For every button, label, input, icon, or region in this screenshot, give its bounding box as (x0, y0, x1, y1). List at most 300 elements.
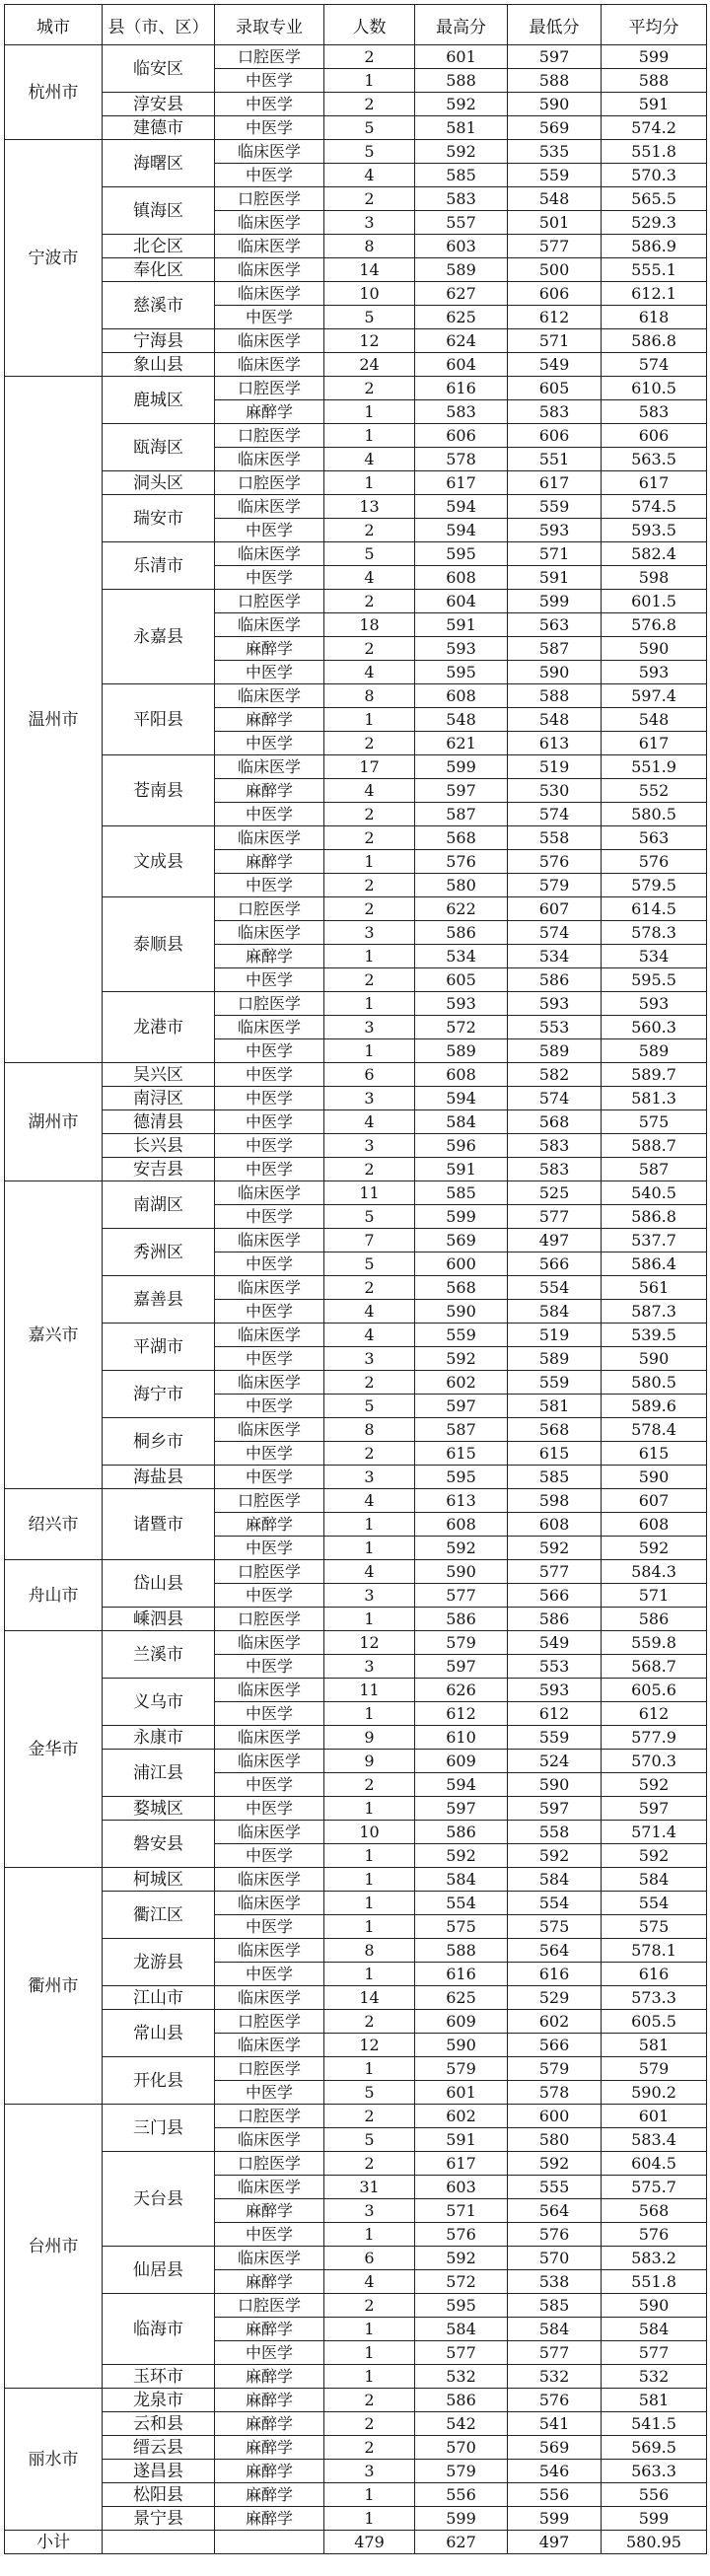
avg-score-cell: 582.4 (602, 542, 707, 566)
total-major-empty (215, 2531, 324, 2554)
min-score-cell: 559 (508, 1726, 602, 1750)
major-cell: 中医学 (215, 1773, 324, 1797)
major-cell: 临床医学 (215, 1821, 324, 1844)
major-cell: 中医学 (215, 164, 324, 187)
table-row (5, 1939, 707, 1963)
county-cell: 磐安县 (103, 1821, 215, 1868)
min-score-cell: 602 (508, 2010, 602, 2034)
avg-score-cell: 574.2 (602, 116, 707, 140)
table-row (5, 684, 707, 708)
county-cell: 洞头区 (103, 471, 215, 495)
table-row (5, 1560, 707, 1584)
max-score-cell: 594 (415, 495, 508, 519)
min-score-cell: 583 (508, 1158, 602, 1181)
avg-score-cell: 548 (602, 708, 707, 732)
header-count: 人数 (324, 5, 415, 45)
major-cell: 临床医学 (215, 353, 324, 377)
min-score-cell: 586 (508, 968, 602, 992)
max-score-cell: 585 (415, 1181, 508, 1205)
max-score-cell: 592 (415, 140, 508, 164)
max-score-cell: 572 (415, 1016, 508, 1039)
max-score-cell: 597 (415, 1395, 508, 1418)
county-cell: 海盐县 (103, 1466, 215, 1489)
min-score-cell: 532 (508, 2365, 602, 2389)
min-score-cell: 535 (508, 140, 602, 164)
max-score-cell: 610 (415, 1726, 508, 1750)
min-score-cell: 612 (508, 1702, 602, 1726)
count-cell: 1 (324, 1608, 415, 1631)
major-cell: 中医学 (215, 1134, 324, 1158)
max-score-cell: 579 (415, 1631, 508, 1655)
major-cell: 临床医学 (215, 1276, 324, 1300)
city-cell: 金华市 (5, 1631, 103, 1868)
max-score-cell: 591 (415, 2128, 508, 2152)
count-cell: 1 (324, 2318, 415, 2341)
min-score-cell: 558 (508, 826, 602, 850)
avg-score-cell: 574.5 (602, 495, 707, 519)
min-score-cell: 554 (508, 1892, 602, 1915)
min-score-cell: 607 (508, 897, 602, 921)
admission-score-table-container (4, 4, 706, 2554)
major-cell: 麻醉学 (215, 2460, 324, 2483)
count-cell: 1 (324, 945, 415, 968)
count-cell: 14 (324, 258, 415, 282)
count-cell: 4 (324, 164, 415, 187)
count-cell: 2 (324, 590, 415, 613)
max-score-cell: 586 (415, 1608, 508, 1631)
max-score-cell: 548 (415, 708, 508, 732)
count-cell: 3 (324, 1134, 415, 1158)
avg-score-cell: 569.5 (602, 2436, 707, 2460)
avg-score-cell: 606 (602, 424, 707, 448)
count-cell: 18 (324, 613, 415, 637)
max-score-cell: 568 (415, 826, 508, 850)
major-cell: 临床医学 (215, 921, 324, 945)
count-cell: 10 (324, 1821, 415, 1844)
min-score-cell: 613 (508, 732, 602, 755)
table-row (5, 1868, 707, 1892)
avg-score-cell: 617 (602, 732, 707, 755)
count-cell: 5 (324, 306, 415, 329)
total-count: 479 (324, 2531, 415, 2554)
min-score-cell: 612 (508, 306, 602, 329)
count-cell: 2 (324, 897, 415, 921)
table-row (5, 2247, 707, 2270)
table-row (5, 2365, 707, 2389)
avg-score-cell: 563 (602, 826, 707, 850)
min-score-cell: 579 (508, 2057, 602, 2081)
table-row (5, 258, 707, 282)
count-cell: 2 (324, 2294, 415, 2318)
major-cell: 口腔医学 (215, 1608, 324, 1631)
max-score-cell: 613 (415, 1489, 508, 1513)
max-score-cell: 606 (415, 424, 508, 448)
avg-score-cell: 579.5 (602, 874, 707, 897)
county-cell: 淳安县 (103, 93, 215, 116)
major-cell: 临床医学 (215, 1750, 324, 1773)
count-cell: 6 (324, 2247, 415, 2270)
min-score-cell: 586 (508, 1608, 602, 1631)
table-row (5, 2152, 707, 2176)
county-cell: 柯城区 (103, 1868, 215, 1892)
avg-score-cell: 616 (602, 1963, 707, 1986)
min-score-cell: 598 (508, 1489, 602, 1513)
avg-score-cell: 579 (602, 2057, 707, 2081)
county-cell: 龙港市 (103, 992, 215, 1063)
max-score-cell: 597 (415, 779, 508, 803)
count-cell: 31 (324, 2176, 415, 2199)
count-cell: 6 (324, 1063, 415, 1087)
count-cell: 4 (324, 2270, 415, 2294)
major-cell: 口腔医学 (215, 1560, 324, 1584)
count-cell: 8 (324, 1939, 415, 1963)
min-score-cell: 564 (508, 2199, 602, 2223)
avg-score-cell: 601.5 (602, 590, 707, 613)
avg-score-cell: 578.3 (602, 921, 707, 945)
major-cell: 中医学 (215, 1252, 324, 1276)
avg-score-cell: 586 (602, 1608, 707, 1631)
table-row (5, 1110, 707, 1134)
county-cell: 建德市 (103, 116, 215, 140)
table-row (5, 2436, 707, 2460)
major-cell: 中医学 (215, 1442, 324, 1466)
major-cell: 中医学 (215, 1963, 324, 1986)
count-cell: 8 (324, 1418, 415, 1442)
count-cell: 4 (324, 779, 415, 803)
avg-score-cell: 593.5 (602, 519, 707, 542)
max-score-cell: 559 (415, 1324, 508, 1347)
major-cell: 临床医学 (215, 1371, 324, 1395)
avg-score-cell: 590 (602, 1466, 707, 1489)
major-cell: 中医学 (215, 1584, 324, 1608)
min-score-cell: 583 (508, 400, 602, 424)
avg-score-cell: 592 (602, 1537, 707, 1560)
major-cell: 中医学 (215, 519, 324, 542)
county-cell: 三门县 (103, 2105, 215, 2152)
min-score-cell: 605 (508, 377, 602, 400)
max-score-cell: 625 (415, 306, 508, 329)
min-score-cell: 554 (508, 1276, 602, 1300)
max-score-cell: 577 (415, 2341, 508, 2365)
county-cell: 婺城区 (103, 1797, 215, 1821)
count-cell: 12 (324, 1631, 415, 1655)
major-cell: 临床医学 (215, 1868, 324, 1892)
county-cell: 安吉县 (103, 1158, 215, 1181)
major-cell: 口腔医学 (215, 590, 324, 613)
max-score-cell: 591 (415, 1158, 508, 1181)
major-cell: 口腔医学 (215, 2105, 324, 2128)
min-score-cell: 525 (508, 1181, 602, 1205)
county-cell: 南浔区 (103, 1087, 215, 1110)
count-cell: 3 (324, 1087, 415, 1110)
min-score-cell: 606 (508, 424, 602, 448)
avg-score-cell: 576.8 (602, 613, 707, 637)
count-cell: 1 (324, 1915, 415, 1939)
avg-score-cell: 584 (602, 2318, 707, 2341)
county-cell: 开化县 (103, 2057, 215, 2105)
max-score-cell: 593 (415, 637, 508, 661)
max-score-cell: 532 (415, 2365, 508, 2389)
min-score-cell: 569 (508, 116, 602, 140)
total-county-empty (103, 2531, 215, 2554)
max-score-cell: 581 (415, 116, 508, 140)
avg-score-cell: 551.8 (602, 2270, 707, 2294)
total-label: 小计 (5, 2531, 103, 2554)
count-cell: 1 (324, 471, 415, 495)
table-row (5, 424, 707, 448)
avg-score-cell: 576 (602, 850, 707, 874)
county-cell: 平阳县 (103, 684, 215, 755)
min-score-cell: 587 (508, 637, 602, 661)
count-cell: 4 (324, 566, 415, 590)
count-cell: 1 (324, 2223, 415, 2247)
major-cell: 临床医学 (215, 258, 324, 282)
avg-score-cell: 532 (602, 2365, 707, 2389)
min-score-cell: 599 (508, 590, 602, 613)
avg-score-cell: 588 (602, 69, 707, 93)
county-cell: 天台县 (103, 2152, 215, 2247)
major-cell: 麻醉学 (215, 945, 324, 968)
avg-score-cell: 563.5 (602, 448, 707, 471)
avg-score-cell: 580.5 (602, 803, 707, 826)
avg-score-cell: 559.8 (602, 1631, 707, 1655)
major-cell: 麻醉学 (215, 400, 324, 424)
max-score-cell: 571 (415, 2199, 508, 2223)
min-score-cell: 592 (508, 1844, 602, 1868)
major-cell: 临床医学 (215, 1939, 324, 1963)
county-cell: 龙泉市 (103, 2389, 215, 2412)
avg-score-cell: 575 (602, 1110, 707, 1134)
max-score-cell: 588 (415, 1939, 508, 1963)
count-cell: 3 (324, 1655, 415, 1679)
avg-score-cell: 534 (602, 945, 707, 968)
table-row (5, 353, 707, 377)
avg-score-cell: 589 (602, 1039, 707, 1063)
city-cell: 丽水市 (5, 2389, 103, 2531)
table-row (5, 1608, 707, 1631)
table-row (5, 1158, 707, 1181)
min-score-cell: 553 (508, 1016, 602, 1039)
major-cell: 临床医学 (215, 613, 324, 637)
min-score-cell: 578 (508, 2081, 602, 2105)
avg-score-cell: 599 (602, 2507, 707, 2531)
avg-score-cell: 589.6 (602, 1395, 707, 1418)
count-cell: 2 (324, 2436, 415, 2460)
max-score-cell: 616 (415, 377, 508, 400)
major-cell: 临床医学 (215, 282, 324, 306)
min-score-cell: 589 (508, 1039, 602, 1063)
county-cell: 长兴县 (103, 1134, 215, 1158)
major-cell: 口腔医学 (215, 1489, 324, 1513)
county-cell: 诸暨市 (103, 1489, 215, 1560)
total-row (5, 2531, 707, 2554)
count-cell: 5 (324, 1252, 415, 1276)
count-cell: 1 (324, 1844, 415, 1868)
major-cell: 中医学 (215, 69, 324, 93)
avg-score-cell: 581.3 (602, 1087, 707, 1110)
count-cell: 2 (324, 968, 415, 992)
min-score-cell: 616 (508, 1963, 602, 1986)
major-cell: 麻醉学 (215, 2199, 324, 2223)
min-score-cell: 577 (508, 2341, 602, 2365)
table-row (5, 235, 707, 258)
max-score-cell: 590 (415, 1300, 508, 1324)
max-score-cell: 585 (415, 164, 508, 187)
major-cell: 口腔医学 (215, 2010, 324, 2034)
county-cell: 嵊泗县 (103, 1608, 215, 1631)
county-cell: 德清县 (103, 1110, 215, 1134)
city-cell: 衢州市 (5, 1868, 103, 2105)
major-cell: 麻醉学 (215, 2389, 324, 2412)
count-cell: 1 (324, 2365, 415, 2389)
count-cell: 13 (324, 495, 415, 519)
major-cell: 口腔医学 (215, 471, 324, 495)
major-cell: 口腔医学 (215, 2152, 324, 2176)
min-score-cell: 576 (508, 850, 602, 874)
county-cell: 象山县 (103, 353, 215, 377)
table-row (5, 826, 707, 850)
count-cell: 17 (324, 755, 415, 779)
max-score-cell: 608 (415, 1513, 508, 1537)
max-score-cell: 542 (415, 2412, 508, 2436)
max-score-cell: 595 (415, 1466, 508, 1489)
max-score-cell: 569 (415, 1229, 508, 1252)
avg-score-cell: 583.4 (602, 2128, 707, 2152)
count-cell: 10 (324, 282, 415, 306)
min-score-cell: 589 (508, 1347, 602, 1371)
major-cell: 中医学 (215, 1655, 324, 1679)
count-cell: 2 (324, 2152, 415, 2176)
avg-score-cell: 529.3 (602, 211, 707, 235)
major-cell: 中医学 (215, 1110, 324, 1134)
major-cell: 临床医学 (215, 140, 324, 164)
avg-score-cell: 612.1 (602, 282, 707, 306)
min-score-cell: 582 (508, 1063, 602, 1087)
avg-score-cell: 551.8 (602, 140, 707, 164)
county-cell: 苍南县 (103, 755, 215, 826)
avg-score-cell: 551.9 (602, 755, 707, 779)
max-score-cell: 589 (415, 258, 508, 282)
major-cell: 中医学 (215, 1205, 324, 1229)
max-score-cell: 592 (415, 1844, 508, 1868)
table-row (5, 1371, 707, 1395)
count-cell: 2 (324, 93, 415, 116)
avg-score-cell: 590 (602, 2294, 707, 2318)
count-cell: 3 (324, 2460, 415, 2483)
major-cell: 中医学 (215, 1395, 324, 1418)
header-major: 录取专业 (215, 5, 324, 45)
table-row (5, 2460, 707, 2483)
count-cell: 8 (324, 684, 415, 708)
count-cell: 3 (324, 1347, 415, 1371)
min-score-cell: 584 (508, 2318, 602, 2341)
major-cell: 中医学 (215, 1915, 324, 1939)
avg-score-cell: 590 (602, 1347, 707, 1371)
major-cell: 中医学 (215, 306, 324, 329)
min-score-cell: 564 (508, 1939, 602, 1963)
max-score-cell: 568 (415, 1276, 508, 1300)
min-score-cell: 593 (508, 1679, 602, 1702)
county-cell: 瓯海区 (103, 424, 215, 471)
max-score-cell: 586 (415, 2389, 508, 2412)
header-row (5, 5, 707, 45)
table-row (5, 1276, 707, 1300)
max-score-cell: 572 (415, 2270, 508, 2294)
count-cell: 1 (324, 708, 415, 732)
table-row (5, 495, 707, 519)
min-score-cell: 608 (508, 1513, 602, 1537)
county-cell: 文成县 (103, 826, 215, 897)
max-score-cell: 579 (415, 2057, 508, 2081)
min-score-cell: 579 (508, 874, 602, 897)
major-cell: 中医学 (215, 1158, 324, 1181)
county-cell: 仙居县 (103, 2247, 215, 2294)
max-score-cell: 586 (415, 921, 508, 945)
count-cell: 3 (324, 2199, 415, 2223)
table-row (5, 2057, 707, 2081)
major-cell: 临床医学 (215, 448, 324, 471)
min-score-cell: 568 (508, 1110, 602, 1134)
table-row (5, 187, 707, 211)
min-score-cell: 592 (508, 1537, 602, 1560)
max-score-cell: 608 (415, 1063, 508, 1087)
avg-score-cell: 592 (602, 1844, 707, 1868)
max-score-cell: 592 (415, 2247, 508, 2270)
min-score-cell: 577 (508, 1560, 602, 1584)
avg-score-cell: 586.4 (602, 1252, 707, 1276)
county-cell: 遂昌县 (103, 2460, 215, 2483)
table-row (5, 1418, 707, 1442)
city-cell: 湖州市 (5, 1063, 103, 1181)
major-cell: 麻醉学 (215, 1513, 324, 1537)
count-cell: 2 (324, 732, 415, 755)
min-score-cell: 555 (508, 2176, 602, 2199)
max-score-cell: 591 (415, 613, 508, 637)
avg-score-cell: 537.7 (602, 1229, 707, 1252)
county-cell: 鹿城区 (103, 377, 215, 424)
min-score-cell: 530 (508, 779, 602, 803)
max-score-cell: 557 (415, 211, 508, 235)
major-cell: 麻醉学 (215, 708, 324, 732)
count-cell: 5 (324, 140, 415, 164)
count-cell: 14 (324, 1986, 415, 2010)
count-cell: 1 (324, 2341, 415, 2365)
min-score-cell: 585 (508, 2294, 602, 2318)
avg-score-cell: 601 (602, 2105, 707, 2128)
count-cell: 1 (324, 424, 415, 448)
table-row (5, 1986, 707, 2010)
major-cell: 中医学 (215, 116, 324, 140)
major-cell: 中医学 (215, 2341, 324, 2365)
count-cell: 1 (324, 992, 415, 1016)
min-score-cell: 606 (508, 282, 602, 306)
avg-score-cell: 587 (602, 1158, 707, 1181)
count-cell: 1 (324, 1868, 415, 1892)
min-score-cell: 574 (508, 803, 602, 826)
avg-score-cell: 592 (602, 1773, 707, 1797)
max-score-cell: 584 (415, 1110, 508, 1134)
table-row (5, 45, 707, 69)
count-cell: 3 (324, 211, 415, 235)
min-score-cell: 577 (508, 235, 602, 258)
count-cell: 9 (324, 1750, 415, 1773)
table-row (5, 542, 707, 566)
min-score-cell: 571 (508, 329, 602, 353)
county-cell: 桐乡市 (103, 1418, 215, 1466)
avg-score-cell: 573.3 (602, 1986, 707, 2010)
min-score-cell: 597 (508, 45, 602, 69)
avg-score-cell: 570.3 (602, 1750, 707, 1773)
